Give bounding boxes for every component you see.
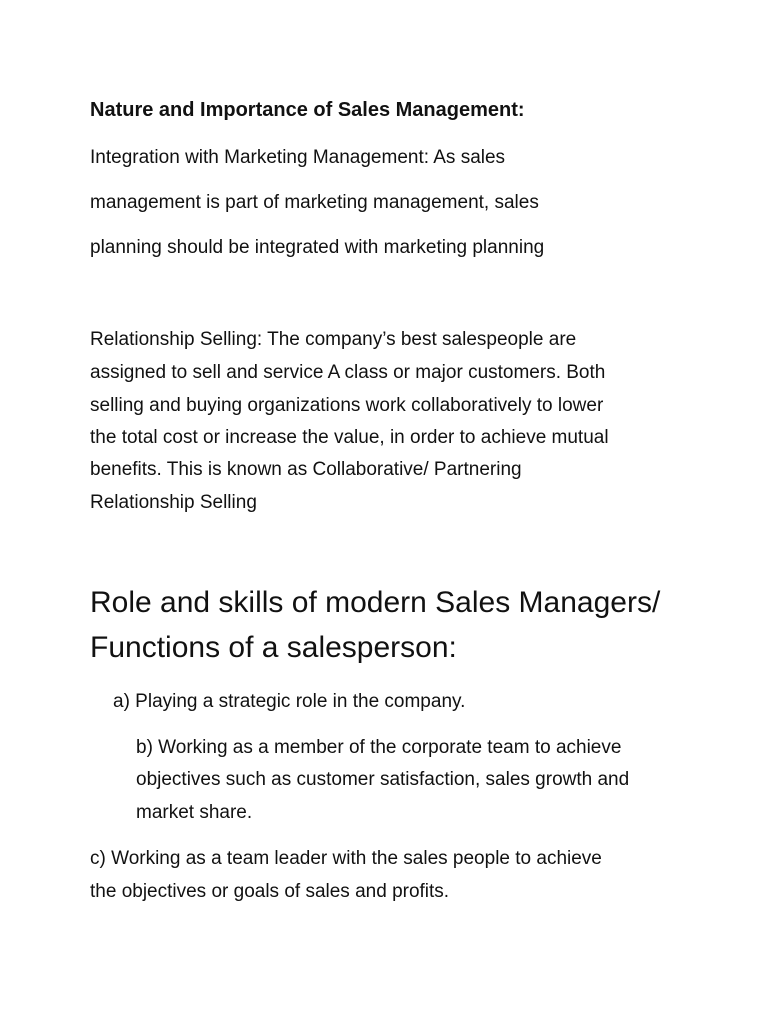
integration-line-3: planning should be integrated with marketing planning — [90, 237, 545, 258]
relationship-line-3: selling and buying organizations work collaboratively to lower — [90, 395, 604, 416]
integration-line-2: management is part of marketing management, sales — [90, 192, 539, 213]
list-item-b-line-1: b) Working as a member of the corporate team to achieve — [136, 737, 622, 758]
relationship-line-5: benefits. This is known as Collaborative/ Partnering — [90, 459, 522, 480]
list-item-c-line-1: c) Working as a team leader with the sales people to achieve — [90, 848, 602, 869]
list-item-c-line-2: the objectives or goals of sales and profits. — [90, 881, 450, 902]
relationship-line-4: the total cost or increase the value, in order to achieve mutual — [90, 427, 609, 448]
document-title: Nature and Importance of Sales Management: — [90, 99, 525, 121]
section-heading-line-2: Functions of a salesperson: — [90, 631, 457, 664]
list-item-b-line-2: objectives such as customer satisfaction, sales growth and — [136, 769, 630, 790]
relationship-line-2: assigned to sell and service A class or major customers. Both — [90, 362, 606, 383]
relationship-line-1: Relationship Selling: The company’s best salespeople are — [90, 329, 577, 350]
list-item-a: a) Playing a strategic role in the company. — [113, 691, 466, 712]
integration-line-1: Integration with Marketing Management: As sales — [90, 147, 506, 168]
relationship-line-6: Relationship Selling — [90, 492, 257, 513]
section-heading-line-1: Role and skills of modern Sales Managers/ — [90, 586, 661, 619]
list-item-b-line-3: market share. — [136, 802, 253, 823]
